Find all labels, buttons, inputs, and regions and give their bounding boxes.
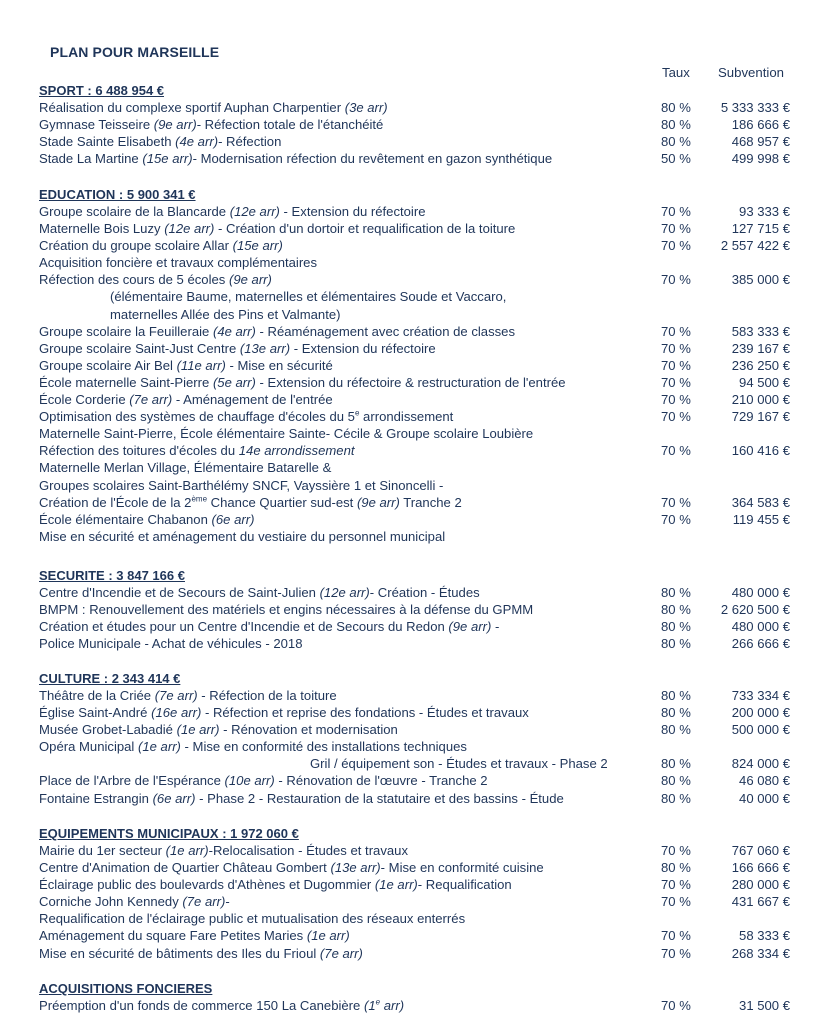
superscript: e — [354, 408, 360, 418]
rate-column-header: Taux — [662, 65, 690, 80]
project-row — [39, 772, 799, 789]
project-description: École maternelle Saint-Pierre (5e arr) - Extension du réfectoire & restructuration de l'entrée — [39, 374, 566, 390]
subsidy-amount: 280 000 € — [731, 877, 790, 893]
project-description: Centre d'Incendie et de Secours de Saint-Julien (12e arr)- Création - Études — [39, 585, 480, 600]
project-description: Optimisation des systèmes de chauffage d'écoles du 5e arrondissement — [39, 408, 454, 425]
rate-value: 70 % — [661, 843, 691, 858]
project-description: Réfection des cours de 5 écoles (9e arr) — [39, 272, 272, 288]
project-row — [39, 601, 799, 618]
project-description: Fontaine Estrangin (6e arr) - Phase 2 - Restauration de la statutaire et des bassins - Étude — [39, 790, 564, 806]
district-label: (16e arr) — [151, 705, 202, 721]
district-label: (15e arr) — [142, 151, 193, 167]
subsidy-amount: 767 060 € — [731, 843, 790, 858]
subsidy-amount: 480 000 € — [731, 585, 790, 600]
project-description: Opéra Municipal (1e arr) - Mise en conformité des installations techniques — [39, 739, 467, 755]
rate-value: 80 % — [661, 773, 691, 789]
subsidy-amount: 2 620 500 € — [720, 602, 790, 618]
subsidy-amount: 31 500 € — [739, 998, 790, 1013]
project-row — [39, 511, 799, 528]
subsidy-amount: 266 666 € — [731, 636, 790, 652]
rate-value: 70 % — [661, 323, 691, 339]
subsidy-amount: 824 000 € — [731, 756, 790, 772]
district-label: (7e arr) — [154, 688, 198, 703]
district-label: (4e arr) — [212, 323, 256, 339]
project-description: Église Saint-André (16e arr) - Réfection et reprise des fondations - Études et travaux — [39, 705, 529, 721]
subsidy-amount: 2 557 422 € — [720, 238, 790, 254]
project-description: École élémentaire Chabanon (6e arr) — [39, 511, 255, 527]
district-label: (6e arr) — [211, 511, 255, 527]
rate-value: 70 % — [661, 894, 691, 910]
project-description: Gril / équipement son - Études et travaux - Phase 2 — [310, 756, 608, 772]
rate-value: 80 % — [661, 722, 691, 738]
subsidy-amount: 210 000 € — [731, 392, 790, 408]
district-label: (9e arr) — [228, 272, 272, 288]
project-description: (élémentaire Baume, maternelles et élémentaires Soude et Vaccaro, — [110, 289, 507, 305]
district-label: (10e arr) — [224, 773, 275, 789]
project-row — [39, 203, 799, 220]
district-label: (4e arr) — [175, 134, 219, 150]
project-description: Groupe scolaire de la Blancarde (12e arr) - Extension du réfectoire — [39, 204, 426, 219]
rate-value: 70 % — [661, 392, 691, 408]
rate-value: 70 % — [661, 340, 691, 356]
project-description: Maternelle Bois Luzy (12e arr) - Création d'un dortoir et requalification de la toiture — [39, 221, 516, 237]
district-label: (1e arr) — [137, 739, 181, 755]
project-row — [39, 220, 799, 237]
project-row — [39, 408, 799, 425]
project-row — [39, 99, 799, 116]
project-row — [39, 945, 799, 962]
district-label: (9e arr) — [356, 494, 400, 510]
project-row — [39, 442, 799, 459]
subsidy-amount: 58 333 € — [739, 928, 790, 944]
project-description: Mise en sécurité de bâtiments des Iles du Frioul (7e arr) — [39, 945, 363, 961]
rate-value: 80 % — [661, 688, 691, 703]
rate-value: 80 % — [661, 790, 691, 806]
project-description: Centre d'Animation de Quartier Château Gombert (13e arr)- Mise en conformité cuisine — [39, 860, 544, 876]
project-row — [39, 425, 799, 442]
rate-value: 70 % — [661, 238, 691, 254]
rate-value: 80 % — [661, 860, 691, 876]
rate-value: 70 % — [661, 221, 691, 237]
subsidy-amount: 94 500 € — [739, 374, 790, 390]
rate-value: 70 % — [661, 272, 691, 288]
rate-value: 80 % — [661, 619, 691, 635]
project-row — [39, 494, 799, 511]
project-row — [39, 150, 799, 167]
project-description: Groupe scolaire Saint-Just Centre (13e arr) - Extension du réfectoire — [39, 340, 436, 356]
project-row — [39, 910, 799, 927]
project-description: Musée Grobet-Labadié (1e arr) - Rénovation et modernisation — [39, 722, 398, 738]
district-label: (1e arr) — [165, 843, 209, 858]
project-row — [39, 391, 799, 408]
rate-value: 70 % — [661, 409, 691, 425]
project-row — [39, 618, 799, 635]
project-row — [39, 477, 799, 494]
rate-value: 80 % — [661, 585, 691, 600]
district-label: (1e arr) — [176, 722, 220, 738]
subsidy-amount: 364 583 € — [731, 494, 790, 510]
subsidy-amount: 583 333 € — [731, 323, 790, 339]
district-label: (12e arr) — [229, 204, 280, 219]
project-row — [39, 271, 799, 288]
project-row — [39, 842, 799, 859]
section-title: ACQUISITIONS FONCIERES — [39, 981, 213, 996]
rate-value: 70 % — [661, 443, 691, 459]
project-description: Police Municipale - Achat de véhicules - 2018 — [39, 636, 303, 652]
project-description: Requalification de l'éclairage public et mutualisation des réseaux enterrés — [39, 911, 466, 927]
subsidy-amount: 500 000 € — [731, 722, 790, 738]
project-row — [39, 876, 799, 893]
project-description: Réalisation du complexe sportif Auphan Charpentier (3e arr) — [39, 100, 388, 115]
section-title: EQUIPEMENTS MUNICIPAUX : 1 972 060 € — [39, 826, 299, 841]
section-acquisitions — [39, 980, 799, 1014]
project-description: Préemption d'un fonds de commerce 150 La Canebière (1e arr) — [39, 997, 405, 1013]
project-description: Mairie du 1er secteur (1e arr)-Relocalisation - Études et travaux — [39, 843, 408, 858]
subsidy-amount: 119 455 € — [732, 511, 790, 527]
district-label: (1e arr) — [306, 928, 350, 944]
project-description: Groupe scolaire Air Bel (11e arr) - Mise en sécurité — [39, 357, 333, 373]
district-label: (11e arr) — [176, 357, 226, 373]
section-sport — [39, 82, 799, 167]
superscript: ème — [191, 494, 208, 504]
project-description: Stade Sainte Elisabeth (4e arr)- Réfection — [39, 134, 282, 150]
project-row — [39, 584, 799, 601]
subsidy-amount: 729 167 € — [731, 409, 790, 425]
project-row — [39, 459, 799, 476]
district-label: (15e arr) — [232, 238, 283, 254]
project-row — [39, 288, 799, 305]
project-description: maternelles Allée des Pins et Valmante) — [110, 306, 341, 322]
project-row — [39, 738, 799, 755]
project-row — [39, 133, 799, 150]
district-label: (1e arr) — [374, 877, 418, 893]
project-row — [39, 340, 799, 357]
project-row — [39, 755, 799, 772]
rate-value: 50 % — [661, 151, 691, 167]
project-description: Maternelle Saint-Pierre, École élémentaire Sainte- Cécile & Groupe scolaire Loubière — [39, 426, 534, 442]
district-label: (1e arr) — [363, 997, 405, 1013]
project-row — [39, 859, 799, 876]
district-label: (5e arr) — [212, 374, 256, 390]
project-description: Groupes scolaires Saint-Barthélémy SNCF, Vayssière 1 et Sinoncelli - — [39, 477, 444, 493]
project-row — [39, 721, 799, 738]
district-label: (3e arr) — [344, 100, 388, 115]
project-description: Création et études pour un Centre d'Incendie et de Secours du Redon (9e arr) - — [39, 619, 500, 635]
project-row — [39, 528, 799, 545]
project-description: Place de l'Arbre de l'Espérance (10e arr) - Rénovation de l'œuvre - Tranche 2 — [39, 773, 488, 789]
rate-value: 80 % — [661, 602, 691, 618]
project-description: Aménagement du square Fare Petites Maries (1e arr) — [39, 928, 350, 944]
subsidy-amount: 733 334 € — [731, 688, 790, 703]
project-row — [39, 893, 799, 910]
rate-value: 80 % — [661, 134, 691, 150]
district-label: (7e arr) — [129, 392, 173, 408]
rate-value: 80 % — [661, 756, 691, 772]
rate-value: 70 % — [661, 945, 691, 961]
project-row — [39, 306, 799, 323]
section-equipements — [39, 825, 799, 962]
page-title: PLAN POUR MARSEILLE — [50, 44, 220, 60]
rate-value: 70 % — [661, 998, 691, 1013]
project-row — [39, 254, 799, 271]
project-row — [39, 237, 799, 254]
project-description: Réfection des toitures d'écoles du 14e arrondissement — [39, 443, 355, 459]
district-label: (9e arr) — [153, 117, 197, 133]
rate-value: 80 % — [661, 100, 691, 115]
project-row — [39, 927, 799, 944]
superscript: e — [375, 997, 381, 1007]
subsidy-amount: 186 666 € — [731, 117, 790, 133]
subsidy-amount: 385 000 € — [731, 272, 790, 288]
project-row — [39, 635, 799, 652]
rate-value: 80 % — [661, 636, 691, 652]
subsidy-amount: 239 167 € — [731, 340, 790, 356]
project-description: École Corderie (7e arr) - Aménagement de l'entrée — [39, 392, 333, 408]
subsidy-column-header: Subvention — [718, 65, 784, 80]
rate-value: 70 % — [661, 357, 691, 373]
subsidy-amount: 46 080 € — [739, 773, 790, 789]
project-row — [39, 790, 799, 807]
subsidy-amount: 468 957 € — [731, 134, 790, 150]
rate-value: 80 % — [661, 117, 691, 133]
district-label: (12e arr) — [319, 585, 370, 600]
rate-value: 70 % — [661, 511, 691, 527]
section-title: EDUCATION : 5 900 341 € — [39, 187, 196, 202]
subsidy-amount: 200 000 € — [731, 705, 790, 721]
district-label: 14e arrondissement — [238, 443, 355, 459]
rate-value: 70 % — [661, 374, 691, 390]
project-description: Théâtre de la Criée (7e arr) - Réfection de la toiture — [39, 688, 337, 703]
project-description: Mise en sécurité et aménagement du vestiaire du personnel municipal — [39, 528, 446, 544]
rate-value: 70 % — [661, 204, 691, 219]
project-description: Création de l'École de la 2ème Chance Quartier sud-est (9e arr) Tranche 2 — [39, 494, 462, 510]
project-description: Corniche John Kennedy (7e arr)- — [39, 894, 230, 910]
subsidy-amount: 127 715 € — [731, 221, 790, 237]
section-title: CULTURE : 2 343 414 € — [39, 671, 181, 686]
project-row — [39, 323, 799, 340]
subsidy-amount: 236 250 € — [731, 357, 790, 373]
rate-value: 70 % — [661, 877, 691, 893]
district-label: (13e arr) — [239, 340, 291, 356]
section-securite — [39, 567, 799, 652]
project-description: BMPM : Renouvellement des matériels et engins nécessaires à la défense du GPMM — [39, 602, 534, 618]
project-description: Gymnase Teisseire (9e arr)- Réfection totale de l'étanchéité — [39, 117, 384, 133]
rate-value: 70 % — [661, 494, 691, 510]
subsidy-amount: 431 667 € — [731, 894, 790, 910]
subsidy-amount: 160 416 € — [731, 443, 790, 459]
project-row — [39, 374, 799, 391]
subsidy-amount: 5 333 333 € — [720, 100, 790, 115]
subsidy-amount: 268 334 € — [731, 945, 790, 961]
project-row — [39, 704, 799, 721]
section-title: SECURITE : 3 847 166 € — [39, 568, 185, 583]
section-title: SPORT : 6 488 954 € — [39, 83, 165, 98]
project-row — [39, 357, 799, 374]
district-label: (13e arr) — [330, 860, 381, 876]
district-label: (6e arr) — [152, 790, 196, 806]
subsidy-amount: 166 666 € — [731, 860, 790, 876]
project-description: Maternelle Merlan Village, Élémentaire Batarelle & — [39, 460, 332, 476]
district-label: (7e arr) — [182, 894, 226, 910]
project-description: Création du groupe scolaire Allar (15e arr) — [39, 238, 283, 254]
district-label: (7e arr) — [319, 945, 363, 961]
project-description: Acquisition foncière et travaux complémentaires — [39, 255, 318, 271]
section-culture — [39, 670, 799, 807]
subsidy-amount: 480 000 € — [731, 619, 790, 635]
district-label: (9e arr) — [448, 619, 492, 635]
rate-value: 70 % — [661, 928, 691, 944]
subsidy-amount: 93 333 € — [739, 204, 790, 219]
project-description: Groupe scolaire la Feuilleraie (4e arr) - Réaménagement avec création de classes — [39, 323, 515, 339]
subsidy-amount: 499 998 € — [731, 151, 790, 167]
project-row — [39, 687, 799, 704]
project-row — [39, 997, 799, 1014]
subsidy-amount: 40 000 € — [739, 790, 790, 806]
project-row — [39, 116, 799, 133]
rate-value: 80 % — [661, 705, 691, 721]
section-education — [39, 186, 799, 545]
district-label: (12e arr) — [164, 221, 215, 237]
project-description: Éclairage public des boulevards d'Athènes et Dugommier (1e arr)- Requalification — [39, 877, 512, 893]
project-description: Stade La Martine (15e arr)- Modernisation réfection du revêtement en gazon synthétique — [39, 151, 553, 167]
